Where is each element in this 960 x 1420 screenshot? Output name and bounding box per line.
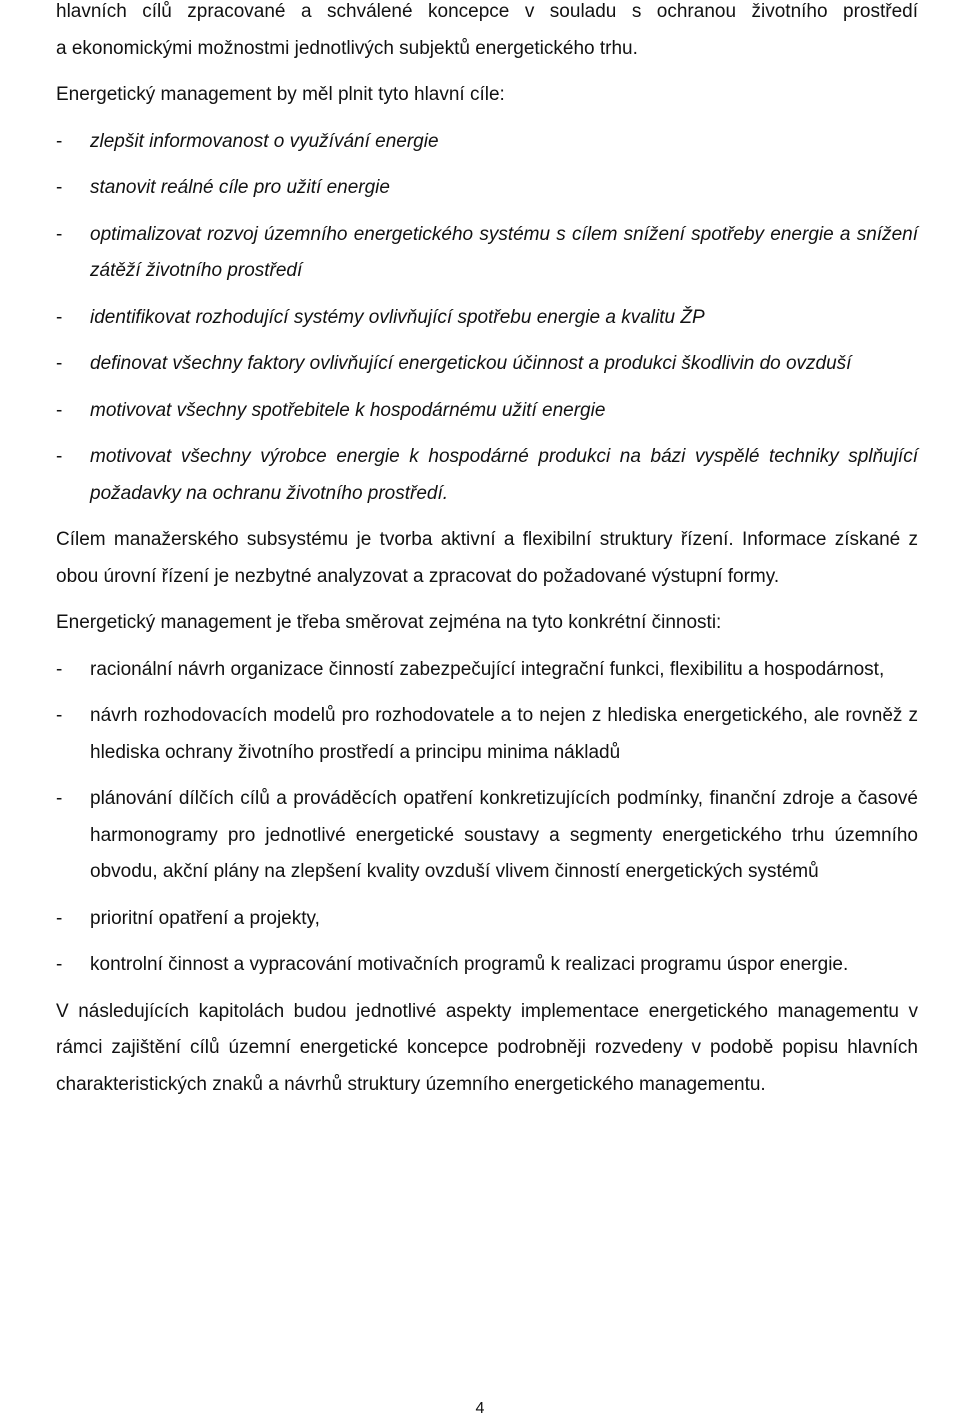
goal-item: - definovat všechny faktory ovlivňující energetickou účinnost a produkci škodlivin do ovzduší xyxy=(56,353,852,374)
intro-line-2: a ekonomickými možnostmi jednotlivých subjektů energetického trhu. xyxy=(56,37,638,59)
activities-list xyxy=(56,652,918,984)
page-number: 4 xyxy=(475,1400,485,1417)
activity-item: - prioritní opatření a projekty, xyxy=(56,907,320,929)
intro-paragraph xyxy=(56,0,918,67)
goal-item: - optimalizovat rozvoj územního energetického systému s cílem snížení spotřeby energie a snížení zátěží životního prostředí xyxy=(56,223,918,281)
goal-item: - zlepšit informovanost o využívání energie xyxy=(56,130,439,152)
closing-paragraph: V následujících kapitolách budou jednotlivé aspekty implementace energetického managementu v rámci zajištění cílů územní energetické koncepce podrobněji rozvedeny v podobě popisu hlavních charakteristických znaků a návrhů struktury územního energetického managementu. xyxy=(56,1000,918,1095)
activities-heading: Energetický management je třeba směrovat zejména na tyto konkrétní činnosti: xyxy=(56,612,722,633)
goals-list xyxy=(56,124,918,513)
goals-heading: Energetický management by měl plnit tyto hlavní cíle: xyxy=(56,84,505,105)
activity-item: - plánování dílčích cílů a prováděcích opatření konkretizujících podmínky, finanční zdroje a časové harmonogramy pro jednotlivé energetické soustavy a segmenty energetického trhu územního obvodu, akční plány na zlepšení kvality ovzduší vlivem činností energetických systémů xyxy=(56,788,918,882)
activity-item: - návrh rozhodovacích modelů pro rozhodovatele a to nejen z hlediska energetického, ale rovněž z hlediska ochrany životního prostředí a principu minima nákladů xyxy=(56,705,918,763)
goal-item: - motivovat všechny spotřebitele k hospodárnému užití energie xyxy=(56,399,606,421)
subsystem-paragraph: Cílem manažerského subsystému je tvorba aktivní a flexibilní struktury řízení. Informace získané z obou úrovní řízení je nezbytné analyzovat a zpracovat do požadované výstupní formy. xyxy=(56,529,918,587)
activity-item: - kontrolní činnost a vypracování motivačních programů k realizaci programu úspor energie. xyxy=(56,954,849,975)
document-page xyxy=(56,0,918,1103)
goal-item: - motivovat všechny výrobce energie k hospodárné produkci na bázi vyspělé techniky splňující požadavky na ochranu životního prostředí. xyxy=(56,446,918,504)
goal-item: - identifikovat rozhodující systémy ovlivňující spotřebu energie a kvalitu ŽP xyxy=(56,306,705,328)
goal-item: - stanovit reálné cíle pro užití energie xyxy=(56,177,390,198)
activity-item: - racionální návrh organizace činností zabezpečující integrační funkci, flexibilitu a hospodárnost, xyxy=(56,658,885,680)
intro-line-1: hlavních cílů zpracované a schválené koncepce v souladu s ochranou životního prostředí xyxy=(56,1,918,22)
